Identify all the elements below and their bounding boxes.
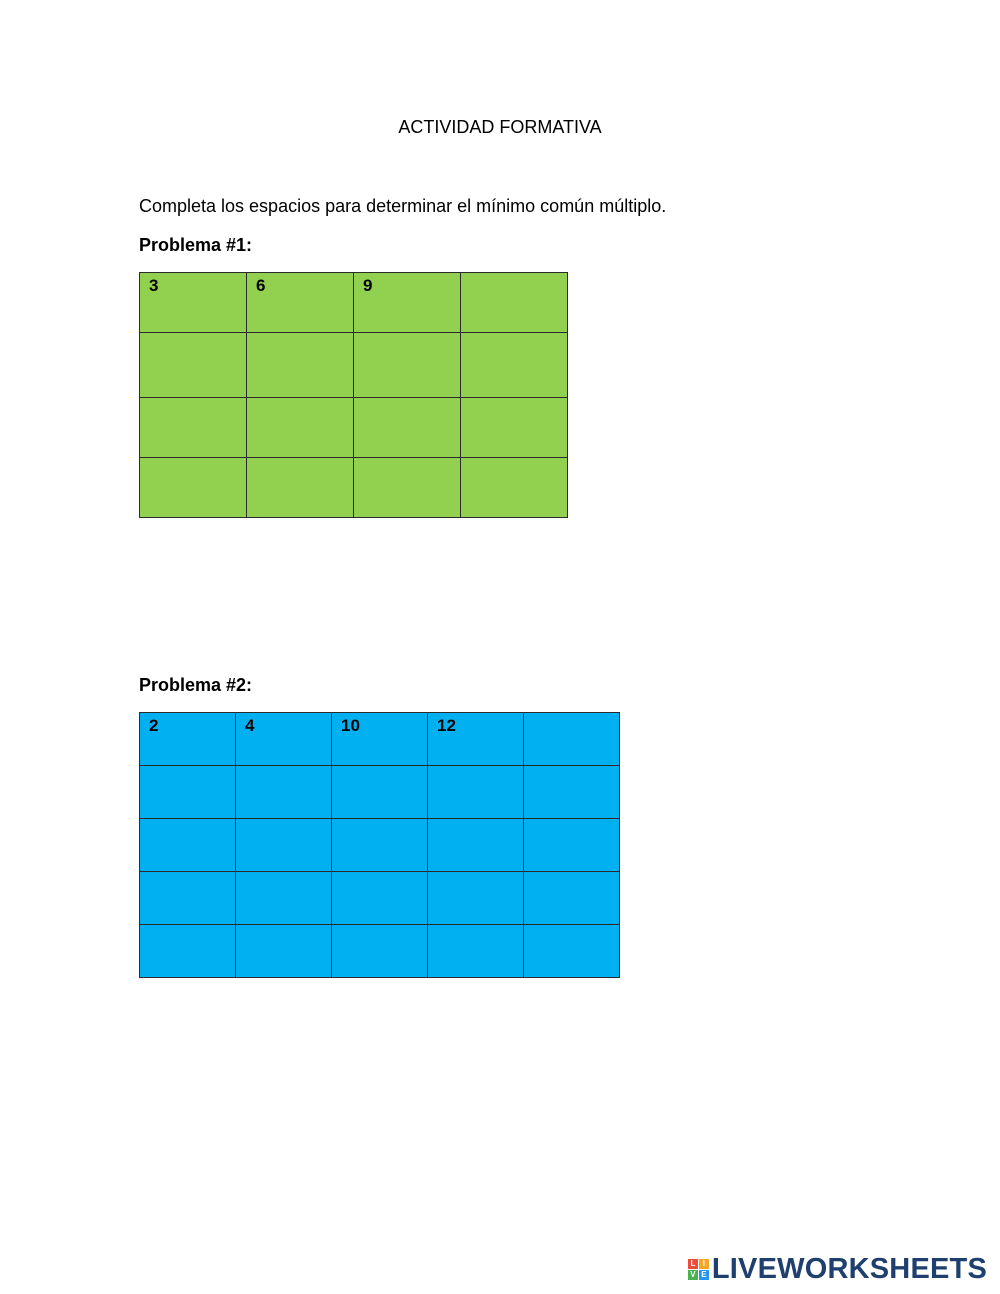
instructions-text: Completa los espacios para determinar el mínimo común múltiplo. <box>139 196 667 216</box>
answer-cell[interactable] <box>524 925 620 978</box>
grid-row <box>140 872 620 925</box>
cell-value <box>332 766 427 769</box>
cell-value <box>428 925 523 928</box>
answer-cell[interactable] <box>236 872 332 925</box>
given-number-cell <box>428 713 524 766</box>
answer-cell[interactable] <box>140 333 247 398</box>
answer-cell[interactable] <box>428 819 524 872</box>
problem-1-label: Problema #1: <box>139 235 253 255</box>
answer-cell[interactable] <box>354 458 461 518</box>
grid-row <box>140 398 568 458</box>
cell-value <box>140 819 235 822</box>
cell-value <box>524 872 619 875</box>
answer-cell[interactable] <box>461 273 568 333</box>
answer-cell[interactable] <box>247 398 354 458</box>
cell-value <box>140 925 235 928</box>
logo-mark-icon <box>688 1259 709 1280</box>
answer-cell[interactable] <box>461 398 568 458</box>
answer-cell[interactable] <box>354 333 461 398</box>
answer-cell[interactable] <box>247 333 354 398</box>
cell-value <box>236 766 331 769</box>
grid-row <box>140 458 568 518</box>
answer-cell[interactable] <box>428 766 524 819</box>
problem-2-label: Problema #2: <box>139 675 253 695</box>
cell-value <box>428 872 523 875</box>
grid-row <box>140 766 620 819</box>
grid-row <box>140 819 620 872</box>
cell-value <box>354 333 460 336</box>
cell-value: 12 <box>437 716 456 735</box>
answer-cell[interactable] <box>140 819 236 872</box>
grid-row <box>140 273 568 333</box>
answer-cell[interactable] <box>140 925 236 978</box>
cell-value: 10 <box>341 716 360 735</box>
cell-value <box>524 925 619 928</box>
answer-cell[interactable] <box>461 333 568 398</box>
grid-row <box>140 333 568 398</box>
cell-value <box>461 458 567 461</box>
given-number-cell <box>236 713 332 766</box>
logo-mark-cell: L <box>688 1259 698 1269</box>
cell-value <box>461 333 567 336</box>
answer-cell[interactable] <box>332 766 428 819</box>
liveworksheets-logo <box>688 1253 987 1285</box>
given-number-cell <box>140 273 247 333</box>
answer-cell[interactable] <box>236 766 332 819</box>
cell-value <box>354 458 460 461</box>
cell-value <box>332 925 427 928</box>
cell-value <box>140 872 235 875</box>
cell-value <box>461 273 567 276</box>
given-number-cell <box>332 713 428 766</box>
answer-cell[interactable] <box>236 819 332 872</box>
answer-cell[interactable] <box>354 398 461 458</box>
cell-value: 2 <box>149 716 159 735</box>
answer-cell[interactable] <box>140 872 236 925</box>
answer-cell[interactable] <box>524 819 620 872</box>
answer-cell[interactable] <box>524 713 620 766</box>
cell-value <box>332 819 427 822</box>
problem-2-grid <box>139 712 620 978</box>
cell-value <box>428 766 523 769</box>
answer-cell[interactable] <box>428 872 524 925</box>
cell-value <box>247 333 353 336</box>
cell-value <box>524 713 619 716</box>
answer-cell[interactable] <box>247 458 354 518</box>
answer-cell[interactable] <box>332 819 428 872</box>
cell-value <box>236 872 331 875</box>
cell-value <box>236 819 331 822</box>
cell-value: 3 <box>149 276 159 295</box>
cell-value <box>140 398 246 401</box>
cell-value <box>247 398 353 401</box>
logo-mark-cell: V <box>688 1270 698 1280</box>
cell-value <box>524 819 619 822</box>
logo-mark-cell: I <box>699 1259 709 1269</box>
page-title: ACTIVIDAD FORMATIVA <box>398 117 602 137</box>
cell-value <box>140 766 235 769</box>
answer-cell[interactable] <box>332 925 428 978</box>
answer-cell[interactable] <box>428 925 524 978</box>
answer-cell[interactable] <box>140 766 236 819</box>
cell-value <box>140 333 246 336</box>
cell-value <box>247 458 353 461</box>
cell-value: 6 <box>256 276 266 295</box>
answer-cell[interactable] <box>524 872 620 925</box>
cell-value <box>236 925 331 928</box>
answer-cell[interactable] <box>524 766 620 819</box>
cell-value <box>354 398 460 401</box>
cell-value: 9 <box>363 276 373 295</box>
cell-value: 4 <box>245 716 255 735</box>
cell-value <box>524 766 619 769</box>
logo-text: LIVEWORKSHEETS <box>711 1252 987 1285</box>
cell-value <box>461 398 567 401</box>
logo-mark-cell: E <box>699 1270 709 1280</box>
answer-cell[interactable] <box>140 458 247 518</box>
given-number-cell <box>140 713 236 766</box>
problem-1-grid <box>139 272 568 518</box>
answer-cell[interactable] <box>140 398 247 458</box>
given-number-cell <box>247 273 354 333</box>
answer-cell[interactable] <box>332 872 428 925</box>
cell-value <box>140 458 246 461</box>
given-number-cell <box>354 273 461 333</box>
grid-row <box>140 925 620 978</box>
grid-row <box>140 713 620 766</box>
cell-value <box>428 819 523 822</box>
cell-value <box>332 872 427 875</box>
answer-cell[interactable] <box>236 925 332 978</box>
answer-cell[interactable] <box>461 458 568 518</box>
